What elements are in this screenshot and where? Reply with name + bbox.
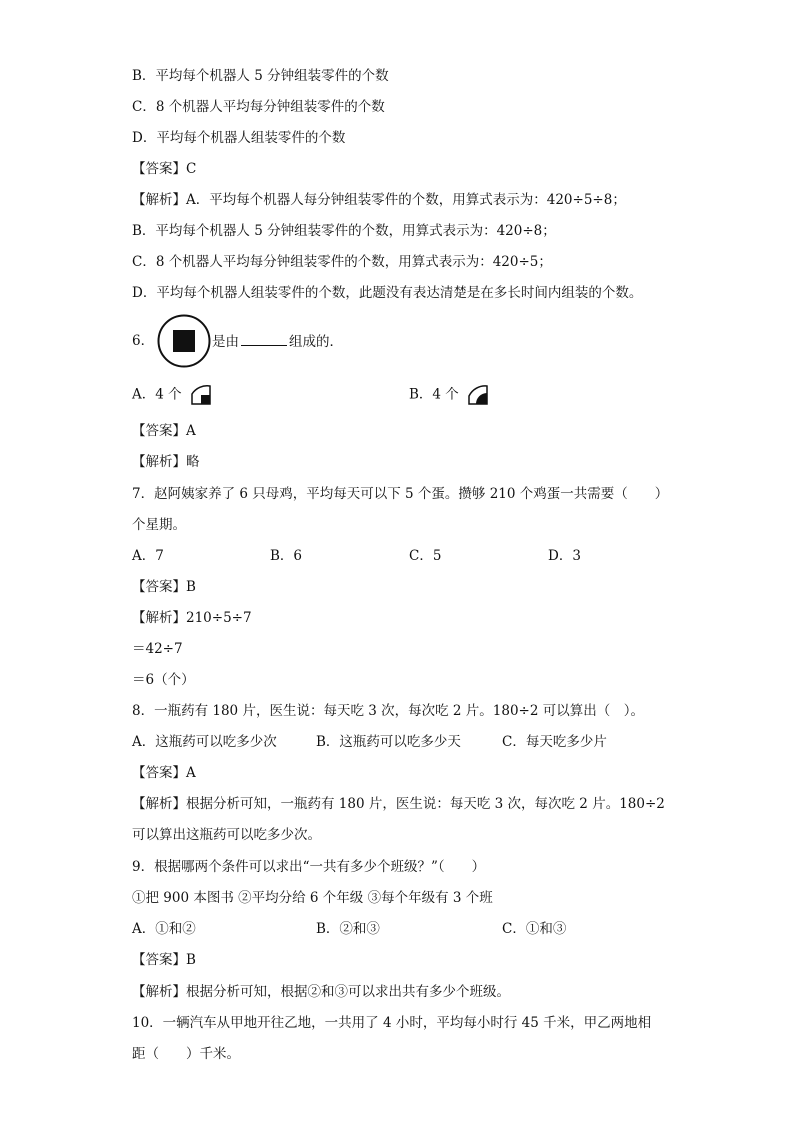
q5-analysis-c: C．8 个机器人平均每分钟组装零件的个数，用算式表示为：420÷5； [132, 254, 552, 270]
q6-option-a [132, 384, 214, 406]
quarter-circle-square-a-icon [190, 384, 214, 406]
circle-square-figure-icon [157, 314, 211, 368]
q8-option-b: B．这瓶药可以吃多少天 [316, 734, 461, 750]
q10-stem-line2: 距（ ）千米。 [132, 1046, 240, 1062]
q8-analysis-line2: 可以算出这瓶药可以吃多少次。 [132, 827, 321, 843]
q6-blank [241, 331, 287, 346]
q5-analysis-a: 【解析】A．平均每个机器人每分钟组装零件的个数，用算式表示为：420÷5÷8； [132, 192, 626, 208]
q8-option-c: C．每天吃多少片 [502, 734, 607, 750]
q5-option-b: B．平均每个机器人 5 分钟组装零件的个数 [132, 68, 389, 84]
q7-stem-line1: 7．赵阿姨家养了 6 只母鸡，平均每天可以下 5 个蛋。攒够 210 个鸡蛋一共需要（ ） [132, 486, 669, 502]
q6-number: 6． [132, 333, 155, 349]
q5-option-d: D．平均每个机器人组装零件的个数 [132, 130, 346, 146]
q5-option-c: C．8 个机器人平均每分钟组装零件的个数 [132, 99, 385, 115]
q7-option-b: B．6 [270, 548, 303, 564]
q9-option-b: B．②和③ [316, 921, 380, 937]
q7-option-d: D．3 [548, 548, 581, 564]
q6-option-a-label: A．4 个 [132, 386, 182, 403]
q7-analysis-line2: ＝42÷7 [132, 641, 183, 657]
q9-option-a: A．①和② [132, 921, 196, 937]
q5-answer: 【答案】C [132, 161, 197, 177]
q9-answer: 【答案】B [132, 952, 196, 968]
q5-analysis-b: B．平均每个机器人 5 分钟组装零件的个数，用算式表示为：420÷8； [132, 223, 556, 239]
q9-conditions: ①把 900 本图书 ②平均分给 6 个年级 ③每个年级有 3 个班 [132, 890, 493, 906]
q6-analysis: 【解析】略 [132, 454, 200, 470]
quarter-circle-corner-b-icon [467, 384, 491, 406]
q6-stem-text-b: 组成的． [289, 334, 343, 350]
q9-analysis: 【解析】根据分析可知，根据②和③可以求出共有多少个班级。 [132, 984, 510, 1000]
q8-option-a: A．这瓶药可以吃多少次 [132, 734, 277, 750]
q7-analysis-line1: 【解析】210÷5÷7 [132, 610, 252, 626]
q8-answer: 【答案】A [132, 765, 196, 781]
q6-stem-text-a: 是由 [212, 334, 239, 350]
q6-answer: 【答案】A [132, 423, 196, 439]
q6-option-b-label: B．4 个 [409, 386, 459, 403]
q7-stem-line2: 个星期。 [132, 517, 186, 533]
q7-analysis-line3: ＝6（个） [132, 672, 195, 688]
q7-option-c: C．5 [409, 548, 442, 564]
q8-stem: 8．一瓶药有 180 片，医生说：每天吃 3 次，每次吃 2 片。180÷2 可以算出（ ）。 [132, 703, 644, 719]
q5-analysis-d: D．平均每个机器人组装零件的个数，此题没有表达清楚是在多长时间内组装的个数。 [132, 285, 643, 301]
q7-answer: 【答案】B [132, 579, 196, 595]
q6-stem [212, 331, 343, 352]
q9-stem: 9．根据哪两个条件可以求出“一共有多少个班级？”（ ） [132, 859, 486, 875]
q6-option-b [409, 384, 491, 406]
q7-option-a: A．7 [132, 548, 164, 564]
q8-analysis-line1: 【解析】根据分析可知，一瓶药有 180 片，医生说：每天吃 3 次，每次吃 2 片。180÷2 [132, 796, 665, 812]
q9-option-c: C．①和③ [502, 921, 567, 937]
q10-stem-line1: 10．一辆汽车从甲地开往乙地，一共用了 4 小时，平均每小时行 45 千米，甲乙两地相 [132, 1015, 652, 1031]
